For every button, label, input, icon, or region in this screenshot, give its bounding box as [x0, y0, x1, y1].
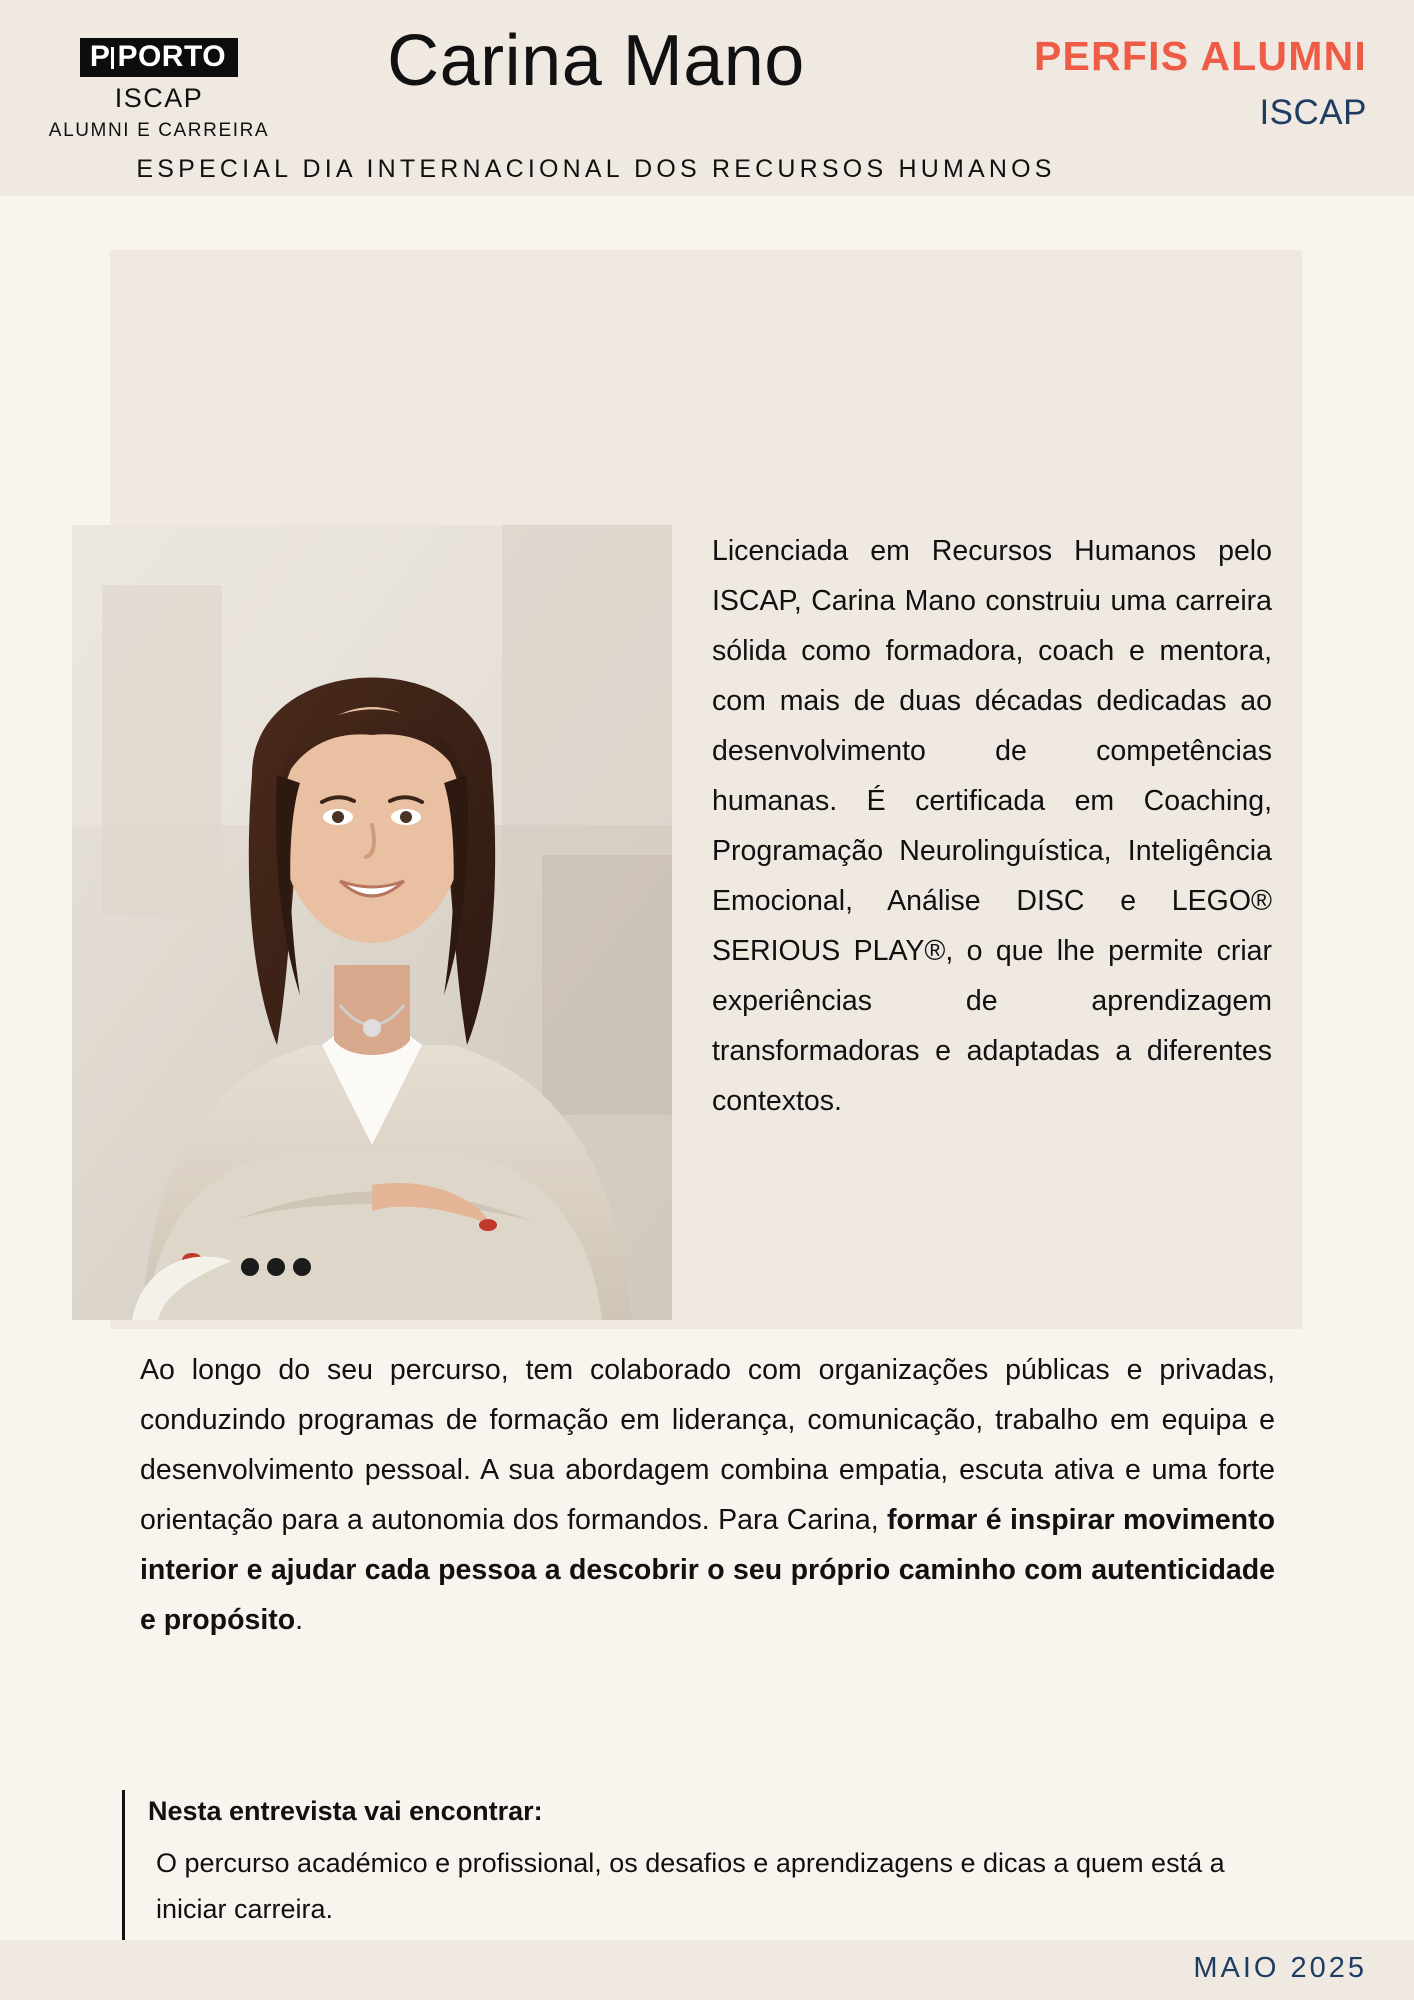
profile-paragraph-2 [140, 1345, 1275, 1645]
logo-unit-name: ALUMNI E CARREIRA [48, 120, 270, 141]
profile-intro-text: Licenciada em Recursos Humanos pelo ISCAP, Carina Mano construiu uma carreira sólida como formadora, coach e mentora, com mais de duas décadas dedicadas ao desenvolvimento de competências humanas. É certificada em Coaching, Programação Neurolinguística, Inteligência Emocional, Análise DISC e LEGO® SERIOUS PLAY®, o que lhe permite criar experiências de aprendizagem transformadoras e adaptadas a diferentes contextos. [712, 535, 1272, 1117]
logo-brand-left: P [89, 40, 111, 73]
logo-school-name: ISCAP [114, 83, 204, 113]
logo-brand-right: PORTO [117, 40, 227, 73]
paragraph-2-lead: Ao longo do seu percurso, tem colaborado com organizações públicas e privadas, conduzindo programas de formação em liderança, comunicação, trabalho em equipa e desenvolvimento pessoal. A sua abordagem combina empatia, escuta ativa e uma forte orientação para a autonomia dos formandos. Para Carina, [140, 1354, 1275, 1536]
profile-photo [72, 525, 672, 1320]
paragraph-2-highlight: formar é inspirar movimento interior e ajudar cada pessoa a descobrir o seu próprio caminho com autenticidade e propósito [140, 1504, 1275, 1636]
down-arrow-icon [112, 1790, 136, 1960]
paragraph-2-tail: . [295, 1604, 304, 1636]
page-footer [0, 1940, 1414, 2000]
callout-body: O percurso académico e profissional, os desafios e aprendizagens e dicas a quem está a iniciar carreira. [156, 1848, 1225, 1924]
title-panel [110, 250, 1302, 486]
callout-title: Nesta entrevista vai encontrar: [148, 1796, 543, 1826]
page-title: PERFIS ALUMNI [1034, 33, 1367, 79]
arrow-shaft [122, 1790, 125, 1942]
profile-eyebrow: ESPECIAL DIA INTERNACIONAL DOS RECURSOS HUMANOS [136, 155, 1056, 183]
page-subtitle: ISCAP [1259, 93, 1367, 133]
profile-photo-illustration [72, 525, 672, 1320]
footer-date: MAIO 2025 [1193, 1952, 1367, 1984]
profile-name: Carina Mano [387, 21, 805, 101]
